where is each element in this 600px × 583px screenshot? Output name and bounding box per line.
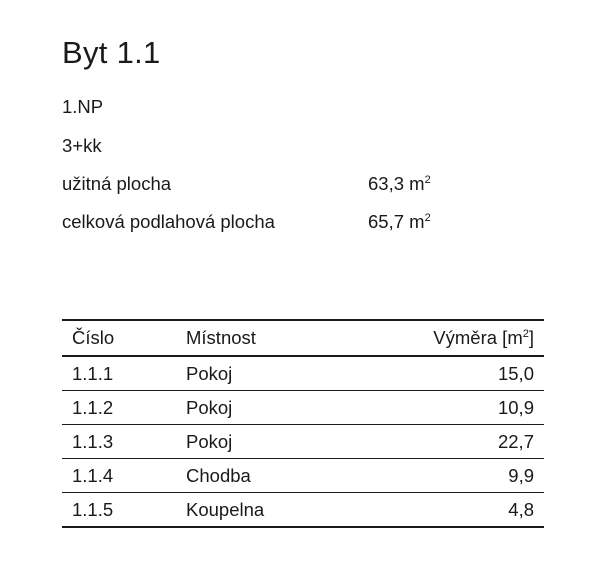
- header-area-exponent: 2: [522, 328, 529, 340]
- total-area-unit-exponent: 2: [424, 212, 431, 224]
- header-room: Místnost: [186, 320, 406, 356]
- layout-label: 3+kk: [62, 135, 102, 156]
- row-area: 10,9: [406, 391, 544, 425]
- row-room: Chodba: [186, 459, 406, 493]
- row-area: 4,8: [406, 493, 544, 528]
- usable-area-row: [62, 173, 431, 195]
- header-area: [406, 320, 544, 356]
- table-row: [62, 493, 544, 528]
- row-room: Pokoj: [186, 425, 406, 459]
- floor-label: 1.NP: [62, 96, 104, 117]
- table-row: [62, 459, 544, 493]
- page-title: Byt 1.1: [62, 35, 161, 70]
- usable-area-value: [368, 173, 431, 195]
- header-area-bracket: ]: [528, 327, 534, 348]
- row-area: 15,0: [406, 356, 544, 391]
- row-area: 9,9: [406, 459, 544, 493]
- row-number: 1.1.1: [62, 356, 186, 391]
- header-area-text: Výměra [m: [433, 327, 523, 348]
- row-area: 22,7: [406, 425, 544, 459]
- table-row: [62, 425, 544, 459]
- row-number: 1.1.3: [62, 425, 186, 459]
- row-number: 1.1.4: [62, 459, 186, 493]
- total-area-number: 65,7 m: [368, 211, 425, 232]
- total-area-row: [62, 211, 431, 233]
- table-row: [62, 391, 544, 425]
- usable-area-unit-exponent: 2: [424, 174, 431, 186]
- total-area-label: celková podlahová plocha: [62, 211, 275, 232]
- usable-area-label: užitná plocha: [62, 173, 172, 194]
- room-table: [62, 319, 544, 528]
- row-room: Pokoj: [186, 356, 406, 391]
- table-row: [62, 356, 544, 391]
- header-number: Číslo: [62, 320, 186, 356]
- row-room: Pokoj: [186, 391, 406, 425]
- row-number: 1.1.2: [62, 391, 186, 425]
- usable-area-number: 63,3 m: [368, 173, 425, 194]
- row-room: Koupelna: [186, 493, 406, 528]
- table-header-row: [62, 320, 544, 356]
- total-area-value: [368, 211, 431, 233]
- row-number: 1.1.5: [62, 493, 186, 528]
